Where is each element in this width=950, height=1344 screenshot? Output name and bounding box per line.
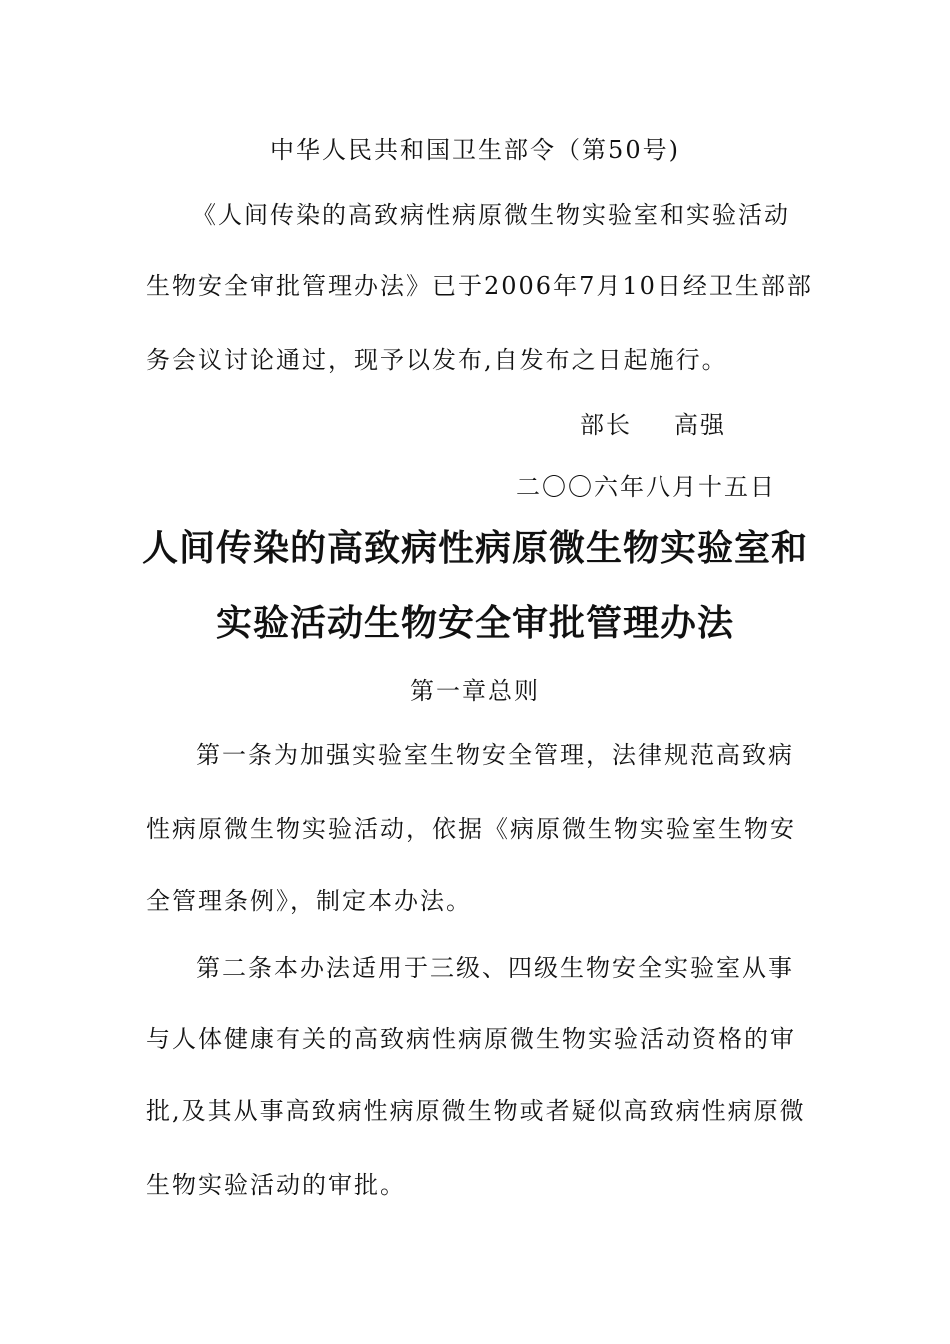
article-2-line-3: 批,及其从事高致病性病原微生物或者疑似高致病性病原微	[146, 1097, 806, 1125]
document-title-line-2: 实验活动生物安全审批管理办法	[215, 603, 734, 644]
article-2-line-2: 与人体健康有关的高致病性病原微生物实验活动资格的审	[146, 1025, 796, 1053]
article-1-line-2: 性病原微生物实验活动，依据《病原微生物实验室生物安	[146, 815, 796, 843]
signer-title: 部长	[580, 411, 632, 439]
decree-body-line-1: 《人间传染的高致病性病原微生物实验室和实验活动	[192, 201, 790, 229]
article-2-line-1: 第二条本办法适用于三级、四级生物安全实验室从事	[196, 954, 794, 982]
decree-heading: 中华人民共和国卫生部令（第50号)	[270, 136, 680, 164]
decree-signature	[580, 410, 726, 440]
signer-name: 高强	[674, 411, 726, 439]
decree-date: 二〇〇六年八月十五日	[516, 473, 776, 501]
decree-body-line-2: 生物安全审批管理办法》已于2006年7月10日经卫生部部	[146, 272, 813, 300]
article-2-line-4: 生物实验活动的审批。	[146, 1171, 406, 1199]
document-title-line-1: 人间传染的高致病性病原微生物实验室和	[141, 528, 808, 569]
chapter-heading: 第一章总则	[410, 677, 540, 705]
decree-body-line-3: 务会议讨论通过，现予以发布,自发布之日起施行。	[146, 346, 728, 374]
article-1-line-1: 第一条为加强实验室生物安全管理，法律规范高致病	[196, 741, 794, 769]
article-1-line-3: 全管理条例》，制定本办法。	[146, 887, 472, 915]
